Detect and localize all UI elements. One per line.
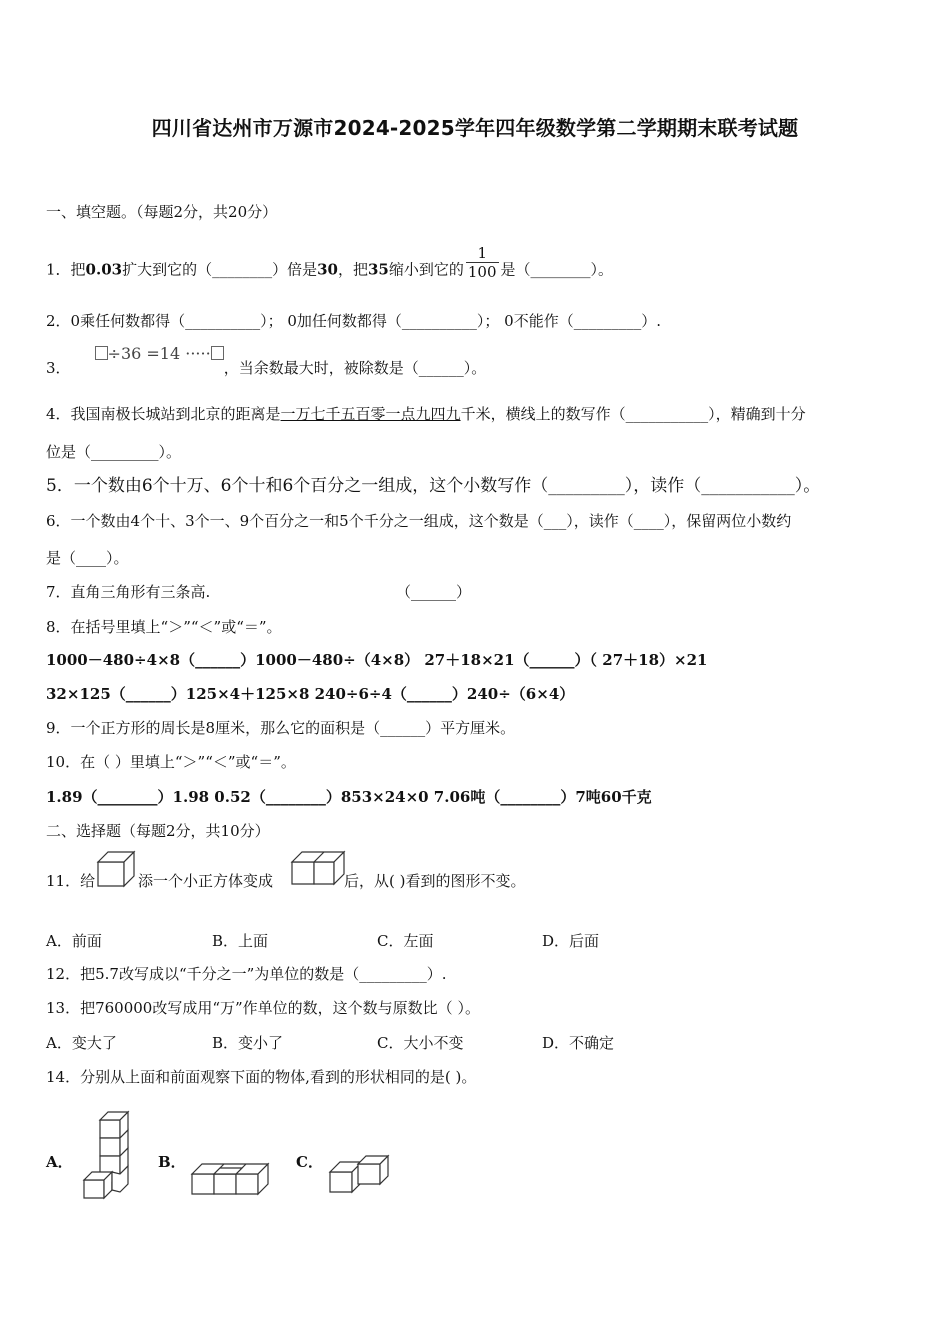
q13-option-c[interactable]: C．大小不变	[377, 1034, 464, 1052]
question-11-a: 11．给	[46, 872, 96, 890]
blank-box	[211, 346, 224, 360]
q14-option-a[interactable]: A．	[46, 1153, 73, 1171]
q13-option-d[interactable]: D．不确定	[542, 1034, 615, 1052]
question-11-b: 添一个小正方体变成	[138, 872, 274, 890]
page-title: 四川省达州市万源市2024-2025学年四年级数学第二学期期末联考试题	[151, 116, 799, 140]
q1-number: 0.03	[85, 260, 123, 279]
q1-text: 扩大到它的（________）倍是	[122, 260, 318, 279]
fraction-denominator: 100	[467, 263, 497, 281]
question-4: 4．我国南极长城站到北京的距离是一万七千五百零一点九四九千米，横线上的数写作（___________），精确到十分	[46, 405, 806, 423]
blank-box	[95, 346, 108, 360]
question-13: 13．把760000改写成用“万”作单位的数，这个数与原数比（ ）。	[46, 999, 480, 1017]
question-8-row-2: 32×125（______）125×4＋125×8 240÷6÷4（______）240÷（6×4）	[46, 685, 575, 703]
q13-option-a[interactable]: A．变大了	[46, 1034, 117, 1052]
section-2-heading: 二、选择题（每题2分，共10分）	[46, 822, 270, 840]
question-11-c: 后，从( )看到的图形不变。	[344, 872, 526, 890]
q14-figure-b	[190, 1156, 274, 1198]
question-10-row: 1.89（________）1.98 0.52（________）853×24×0 7.06吨（________）7吨60千克	[46, 788, 652, 806]
question-1	[46, 244, 614, 289]
q3-expression: ÷36 =14 ·····	[95, 344, 224, 363]
q1-number: 30	[317, 260, 338, 279]
question-7-answer: （______）	[396, 583, 472, 601]
fraction	[466, 244, 499, 281]
q11-option-b[interactable]: B．上面	[212, 932, 269, 950]
question-5: 5．一个数由6个十万、6个十和6个百分之一组成，这个小数写作（_________），读作（___________）。	[46, 476, 821, 496]
q3-number: 3．	[46, 359, 71, 377]
q14-figure-c	[328, 1154, 392, 1196]
q14-option-c[interactable]: C．	[296, 1153, 323, 1171]
question-7: 7．直角三角形有三条高.	[46, 583, 211, 601]
question-4-cont: 位是（_________）。	[46, 443, 182, 461]
question-8-row-1: 1000－480÷4×8（______）1000－480÷（4×8） 27＋18×21（______）（ 27＋18）×21	[46, 651, 708, 669]
q1-text: 1．把	[46, 260, 86, 279]
q3-text: ，当余数最大时，被除数是（______）。	[223, 359, 487, 377]
question-12: 12．把5.7改写成以“千分之一”为单位的数是（_________）.	[46, 965, 447, 983]
question-14: 14．分别从上面和前面观察下面的物体,看到的形状相同的是( )。	[46, 1068, 477, 1086]
q1-text: ，把	[337, 260, 368, 279]
question-9: 9．一个正方形的周长是8厘米，那么它的面积是（______）平方厘米。	[46, 719, 516, 737]
question-6-cont: 是（____）。	[46, 549, 129, 567]
question-2: 2．0乘任何数都得（__________）； 0加任何数都得（__________）； 0不能作（_________）.	[46, 312, 661, 330]
q1-number: 35	[368, 260, 389, 279]
underlined-text: 一万七千五百零一点九四九	[280, 405, 461, 423]
q11-option-d[interactable]: D．后面	[542, 932, 600, 950]
q14-figure-a	[82, 1110, 134, 1202]
two-cubes-figure	[290, 846, 346, 888]
question-3	[46, 344, 487, 378]
fraction-numerator: 1	[466, 244, 499, 263]
single-cube-figure	[96, 848, 136, 888]
section-1-heading: 一、填空题。（每题2分，共20分）	[46, 203, 278, 221]
question-8: 8．在括号里填上“＞”“＜”或“＝”。	[46, 618, 282, 636]
question-6: 6．一个数由4个十、3个一、9个百分之一和5个千分之一组成，这个数是（___），读作（____），保留两位小数约	[46, 512, 792, 530]
q14-option-b[interactable]: B．	[158, 1153, 186, 1171]
q13-option-b[interactable]: B．变小了	[212, 1034, 284, 1052]
q11-option-a[interactable]: A．前面	[46, 932, 102, 950]
q11-option-c[interactable]: C．左面	[377, 932, 434, 950]
q1-text: 缩小到它的	[388, 260, 464, 279]
question-10: 10．在（ ）里填上“＞”“＜”或“＝”。	[46, 753, 296, 771]
q1-text: 是（________）。	[500, 260, 614, 279]
